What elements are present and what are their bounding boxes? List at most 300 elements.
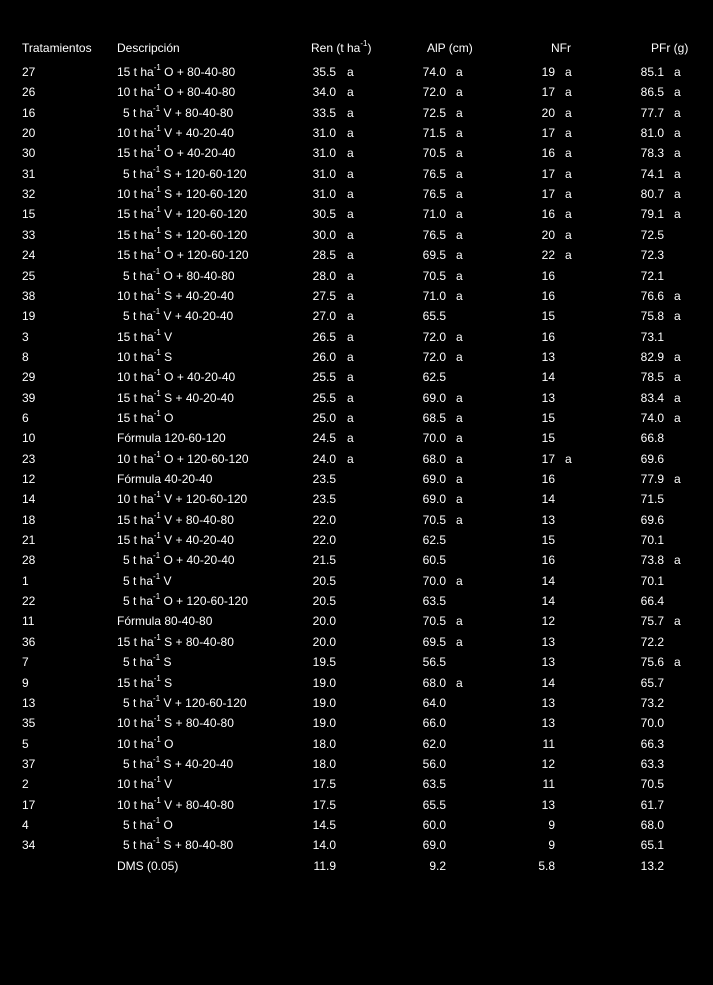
cell-alp: 72.5 — [422, 106, 446, 120]
cell-nfr: 19 — [541, 65, 555, 79]
cell-descripcion: 5 t $ha^{-1}$ V + 80-40-80 — [123, 104, 234, 120]
table-row — [0, 428, 713, 448]
cell-ren-letter: a — [347, 146, 354, 160]
cell-pfr: 68.0 — [640, 818, 664, 832]
cell-alp-letter: a — [456, 228, 463, 242]
cell-alp: 60.0 — [422, 818, 446, 832]
table-row — [0, 693, 713, 713]
cell-ren-letter: a — [347, 452, 354, 466]
cell-pfr-letter: a — [674, 411, 681, 425]
cell-pfr: 70.1 — [640, 574, 664, 588]
cell-alp: 9.2 — [429, 859, 446, 873]
cell-nfr: 15 — [541, 533, 555, 547]
cell-alp: 64.0 — [422, 696, 446, 710]
cell-nfr: 20 — [541, 106, 555, 120]
cell-nfr: 16 — [541, 553, 555, 567]
cell-pfr: 75.6 — [640, 655, 664, 669]
cell-pfr-letter: a — [674, 207, 681, 221]
cell-alp-letter: a — [456, 126, 463, 140]
cell-pfr: 70.5 — [640, 777, 664, 791]
cell-pfr: 78.5 — [640, 370, 664, 384]
cell-tratamiento: 29 — [22, 370, 36, 384]
cell-alp: 76.5 — [422, 228, 446, 242]
cell-alp: 66.0 — [422, 716, 446, 730]
cell-alp-letter: a — [456, 492, 463, 506]
cell-ren: 18.0 — [312, 737, 336, 751]
cell-alp: 69.0 — [422, 838, 446, 852]
cell-nfr: 22 — [541, 248, 555, 262]
cell-descripcion: 10 t $ha^{-1}$ V + 80-40-80 — [117, 796, 234, 812]
cell-descripcion: 10 t $ha^{-1}$ O — [117, 735, 174, 751]
cell-nfr-letter: a — [565, 167, 572, 181]
cell-tratamiento: 26 — [22, 85, 36, 99]
cell-alp: 62.0 — [422, 737, 446, 751]
cell-alp: 56.5 — [422, 655, 446, 669]
cell-nfr-letter: a — [565, 146, 572, 160]
cell-pfr: 72.3 — [640, 248, 664, 262]
cell-pfr: 79.1 — [640, 207, 664, 221]
cell-descripcion: 15 t $ha^{-1}$ V — [117, 328, 173, 344]
header-alp: AlP (cm) — [427, 41, 473, 55]
cell-descripcion: 10 t $ha^{-1}$ V — [117, 775, 173, 791]
cell-ren-letter: a — [347, 207, 354, 221]
cell-pfr: 69.6 — [640, 452, 664, 466]
cell-ren: 20.5 — [312, 574, 336, 588]
cell-alp-letter: a — [456, 574, 463, 588]
cell-nfr: 13 — [541, 716, 555, 730]
cell-ren: 25.5 — [312, 370, 336, 384]
cell-alp: 69.0 — [422, 472, 446, 486]
cell-pfr: 80.7 — [640, 187, 664, 201]
cell-tratamiento: 15 — [22, 207, 36, 221]
cell-ren: 19.0 — [312, 696, 336, 710]
header-nfr: NFr — [551, 41, 571, 55]
cell-descripcion: 5 t $ha^{-1}$ V — [123, 572, 172, 588]
cell-descripcion: 15 t $ha^{-1}$ V + 40-20-40 — [117, 531, 234, 547]
cell-pfr: 76.6 — [640, 289, 664, 303]
table-row — [0, 673, 713, 693]
cell-nfr-letter: a — [565, 187, 572, 201]
cell-ren: 21.5 — [312, 553, 336, 567]
cell-tratamiento: 27 — [22, 65, 36, 79]
cell-ren: 14.5 — [312, 818, 336, 832]
cell-nfr: 16 — [541, 146, 555, 160]
cell-nfr: 11 — [542, 737, 555, 751]
table-row — [0, 510, 713, 530]
cell-pfr: 83.4 — [640, 391, 664, 405]
header-ren: Ren (t $ha^{-1}$) — [311, 39, 372, 55]
cell-pfr: 69.6 — [640, 513, 664, 527]
cell-nfr: 17 — [541, 187, 555, 201]
cell-pfr: 13.2 — [640, 859, 664, 873]
cell-descripcion: 5 t $ha^{-1}$ O + 80-40-80 — [123, 267, 235, 283]
cell-alp: 65.5 — [422, 798, 446, 812]
cell-pfr: 73.2 — [640, 696, 664, 710]
cell-ren: 11.9 — [313, 859, 336, 873]
cell-descripcion: DMS (0.05) — [117, 859, 179, 873]
table-row — [0, 82, 713, 102]
cell-ren-letter: a — [347, 106, 354, 120]
cell-ren-letter: a — [347, 187, 354, 201]
cell-pfr-letter: a — [674, 309, 681, 323]
table-row — [0, 245, 713, 265]
cell-descripcion: 10 t $ha^{-1}$ S + 120-60-120 — [117, 185, 248, 201]
cell-ren: 31.0 — [312, 126, 336, 140]
cell-descripcion: 10 t $ha^{-1}$ V + 120-60-120 — [117, 490, 248, 506]
cell-alp-letter: a — [456, 85, 463, 99]
cell-descripcion: Fórmula 80-40-80 — [117, 614, 213, 628]
cell-descripcion: 10 t $ha^{-1}$ O + 80-40-80 — [117, 83, 236, 99]
cell-ren: 20.5 — [312, 594, 336, 608]
header-descripcion: Descripción — [117, 41, 180, 55]
cell-descripcion: Fórmula 40-20-40 — [117, 472, 213, 486]
cell-ren: 20.0 — [312, 614, 336, 628]
cell-ren: 27.0 — [312, 309, 336, 323]
cell-pfr: 66.8 — [640, 431, 664, 445]
cell-nfr: 16 — [541, 330, 555, 344]
cell-tratamiento: 23 — [22, 452, 36, 466]
cell-alp-letter: a — [456, 248, 463, 262]
table-row — [0, 571, 713, 591]
cell-pfr-letter: a — [674, 106, 681, 120]
cell-nfr-letter: a — [565, 106, 572, 120]
cell-pfr: 75.7 — [640, 614, 664, 628]
cell-alp: 70.0 — [422, 574, 446, 588]
cell-alp-letter: a — [456, 411, 463, 425]
cell-ren: 28.5 — [312, 248, 336, 262]
cell-descripcion: 5 t $ha^{-1}$ O + 40-20-40 — [123, 551, 235, 567]
cell-ren-letter: a — [347, 65, 354, 79]
cell-descripcion: 5 t $ha^{-1}$ V + 120-60-120 — [123, 694, 247, 710]
cell-pfr-letter: a — [674, 370, 681, 384]
cell-ren-letter: a — [347, 330, 354, 344]
table-row — [0, 835, 713, 855]
cell-descripcion: 15 t $ha^{-1}$ S + 120-60-120 — [117, 226, 248, 242]
cell-alp: 68.5 — [422, 411, 446, 425]
cell-tratamiento: 13 — [22, 696, 36, 710]
cell-nfr-letter: a — [565, 228, 572, 242]
cell-ren: 17.5 — [312, 798, 336, 812]
table-row — [0, 306, 713, 326]
cell-nfr: 14 — [541, 370, 555, 384]
cell-ren: 17.5 — [312, 777, 336, 791]
cell-descripcion: 10 t $ha^{-1}$ O + 40-20-40 — [117, 368, 236, 384]
cell-alp: 76.5 — [422, 187, 446, 201]
cell-nfr: 11 — [542, 777, 555, 791]
cell-alp-letter: a — [456, 635, 463, 649]
cell-descripcion: 10 t $ha^{-1}$ S + 40-20-40 — [117, 287, 234, 303]
cell-alp-letter: a — [456, 187, 463, 201]
cell-ren: 31.0 — [312, 167, 336, 181]
table-row — [0, 286, 713, 306]
cell-ren: 22.0 — [312, 533, 336, 547]
cell-descripcion: 10 t $ha^{-1}$ S + 80-40-80 — [117, 714, 234, 730]
cell-tratamiento: 12 — [22, 472, 36, 486]
cell-descripcion: 10 t $ha^{-1}$ S — [117, 348, 173, 364]
cell-alp-letter: a — [456, 207, 463, 221]
cell-descripcion: 5 t $ha^{-1}$ S + 40-20-40 — [123, 755, 234, 771]
cell-nfr: 12 — [541, 757, 555, 771]
table-row — [0, 652, 713, 672]
cell-nfr-letter: a — [565, 85, 572, 99]
table-row — [0, 734, 713, 754]
header-pfr: PFr (g) — [651, 41, 689, 55]
cell-tratamiento: 22 — [22, 594, 36, 608]
cell-alp: 76.5 — [422, 167, 446, 181]
cell-nfr: 13 — [541, 513, 555, 527]
cell-alp: 68.0 — [422, 676, 446, 690]
cell-ren-letter: a — [347, 391, 354, 405]
cell-pfr: 78.3 — [640, 146, 664, 160]
cell-ren: 28.0 — [312, 269, 336, 283]
table-row — [0, 591, 713, 611]
cell-alp: 70.5 — [422, 513, 446, 527]
cell-alp: 68.0 — [422, 452, 446, 466]
cell-descripcion: 15 t $ha^{-1}$ O — [117, 409, 174, 425]
cell-alp-letter: a — [456, 350, 463, 364]
cell-nfr-letter: a — [565, 248, 572, 262]
table-row — [0, 449, 713, 469]
cell-pfr: 74.0 — [640, 411, 664, 425]
cell-pfr: 77.9 — [640, 472, 664, 486]
cell-tratamiento: 24 — [22, 248, 36, 262]
cell-descripcion: 15 t $ha^{-1}$ S + 40-20-40 — [117, 389, 234, 405]
cell-ren-letter: a — [347, 350, 354, 364]
cell-pfr: 81.0 — [640, 126, 664, 140]
cell-ren-letter: a — [347, 370, 354, 384]
cell-alp: 70.5 — [422, 269, 446, 283]
cell-descripcion: 5 t $ha^{-1}$ S + 80-40-80 — [123, 836, 234, 852]
table-row — [0, 611, 713, 631]
cell-pfr: 82.9 — [640, 350, 664, 364]
cell-alp-letter: a — [456, 676, 463, 690]
table-row — [0, 774, 713, 794]
cell-alp: 71.0 — [422, 289, 446, 303]
cell-descripcion: 15 t $ha^{-1}$ O + 80-40-80 — [117, 63, 236, 79]
table-row — [0, 143, 713, 163]
cell-alp-letter: a — [456, 65, 463, 79]
cell-descripcion: 15 t $ha^{-1}$ V + 80-40-80 — [117, 511, 234, 527]
cell-alp: 70.5 — [422, 146, 446, 160]
cell-ren: 25.0 — [312, 411, 336, 425]
cell-pfr: 70.0 — [640, 716, 664, 730]
cell-nfr: 14 — [541, 574, 555, 588]
cell-tratamiento: 8 — [22, 350, 29, 364]
cell-nfr: 17 — [541, 452, 555, 466]
cell-pfr: 63.3 — [640, 757, 664, 771]
cell-tratamiento: 35 — [22, 716, 36, 730]
cell-tratamiento: 16 — [22, 106, 36, 120]
table-row — [0, 327, 713, 347]
cell-ren: 23.5 — [312, 472, 336, 486]
cell-ren: 14.0 — [312, 838, 336, 852]
cell-pfr-letter: a — [674, 126, 681, 140]
cell-descripcion: 5 t $ha^{-1}$ O — [123, 816, 173, 832]
cell-descripcion: 10 t $ha^{-1}$ V + 40-20-40 — [117, 124, 234, 140]
cell-ren-letter: a — [347, 228, 354, 242]
cell-alp-letter: a — [456, 452, 463, 466]
cell-nfr: 9 — [548, 818, 555, 832]
table-row — [0, 795, 713, 815]
table-row — [0, 225, 713, 245]
cell-descripcion: 15 t $ha^{-1}$ V + 120-60-120 — [117, 205, 248, 221]
cell-ren: 30.5 — [312, 207, 336, 221]
cell-tratamiento: 1 — [22, 574, 29, 588]
table-row — [0, 62, 713, 82]
table-row — [0, 103, 713, 123]
cell-pfr: 73.8 — [640, 553, 664, 567]
table-row — [0, 367, 713, 387]
table-row — [0, 815, 713, 835]
cell-nfr: 14 — [541, 492, 555, 506]
cell-descripcion: 5 t $ha^{-1}$ S — [123, 653, 172, 669]
cell-nfr: 17 — [541, 167, 555, 181]
cell-alp: 69.5 — [422, 635, 446, 649]
cell-alp-letter: a — [456, 391, 463, 405]
cell-tratamiento: 14 — [22, 492, 36, 506]
cell-tratamiento: 9 — [22, 676, 29, 690]
cell-pfr-letter: a — [674, 391, 681, 405]
cell-tratamiento: 4 — [22, 818, 29, 832]
cell-tratamiento: 21 — [22, 533, 36, 547]
table-row — [0, 388, 713, 408]
cell-tratamiento: 30 — [22, 146, 36, 160]
cell-ren: 34.0 — [312, 85, 336, 99]
cell-ren: 18.0 — [312, 757, 336, 771]
cell-ren: 19.0 — [312, 716, 336, 730]
cell-pfr: 73.1 — [640, 330, 664, 344]
table-row — [0, 754, 713, 774]
cell-nfr: 15 — [541, 411, 555, 425]
cell-tratamiento: 28 — [22, 553, 36, 567]
cell-tratamiento: 33 — [22, 228, 36, 242]
cell-alp: 72.0 — [422, 350, 446, 364]
cell-nfr-letter: a — [565, 126, 572, 140]
cell-nfr: 13 — [541, 350, 555, 364]
cell-tratamiento: 37 — [22, 757, 36, 771]
table-row — [0, 204, 713, 224]
cell-nfr: 13 — [541, 696, 555, 710]
cell-nfr: 14 — [541, 594, 555, 608]
cell-nfr: 17 — [541, 126, 555, 140]
cell-descripcion: 5 t $ha^{-1}$ O + 120-60-120 — [123, 592, 248, 608]
cell-ren: 35.5 — [312, 65, 336, 79]
cell-pfr-letter: a — [674, 655, 681, 669]
cell-ren: 26.0 — [312, 350, 336, 364]
cell-tratamiento: 7 — [22, 655, 29, 669]
cell-nfr: 9 — [548, 838, 555, 852]
cell-pfr: 86.5 — [640, 85, 664, 99]
cell-pfr: 72.5 — [640, 228, 664, 242]
cell-nfr: 17 — [541, 85, 555, 99]
table-row — [0, 489, 713, 509]
cell-nfr: 16 — [541, 269, 555, 283]
cell-ren-letter: a — [347, 248, 354, 262]
table-row — [0, 123, 713, 143]
cell-descripcion: 5 t $ha^{-1}$ S + 120-60-120 — [123, 165, 247, 181]
cell-nfr: 12 — [541, 614, 555, 628]
cell-tratamiento: 17 — [22, 798, 36, 812]
cell-nfr: 16 — [541, 207, 555, 221]
cell-alp-letter: a — [456, 330, 463, 344]
cell-alp-letter: a — [456, 289, 463, 303]
cell-nfr: 13 — [541, 655, 555, 669]
cell-tratamiento: 18 — [22, 513, 36, 527]
cell-tratamiento: 11 — [22, 614, 35, 628]
cell-pfr: 74.1 — [640, 167, 664, 181]
cell-alp-letter: a — [456, 513, 463, 527]
cell-tratamiento: 38 — [22, 289, 36, 303]
cell-ren: 20.0 — [312, 635, 336, 649]
cell-tratamiento: 39 — [22, 391, 36, 405]
cell-alp-letter: a — [456, 431, 463, 445]
cell-alp: 72.0 — [422, 85, 446, 99]
cell-ren: 27.5 — [312, 289, 336, 303]
cell-alp: 70.0 — [422, 431, 446, 445]
cell-ren-letter: a — [347, 431, 354, 445]
table-row — [0, 469, 713, 489]
cell-alp: 70.5 — [422, 614, 446, 628]
table-row — [0, 632, 713, 652]
cell-ren: 25.5 — [312, 391, 336, 405]
table-row — [0, 550, 713, 570]
cell-ren-letter: a — [347, 85, 354, 99]
cell-tratamiento: 31 — [22, 167, 36, 181]
cell-nfr: 20 — [541, 228, 555, 242]
cell-alp: 74.0 — [422, 65, 446, 79]
header-row — [0, 38, 713, 58]
cell-ren: 23.5 — [312, 492, 336, 506]
table-row — [0, 713, 713, 733]
table-row — [0, 530, 713, 550]
cell-nfr: 14 — [541, 676, 555, 690]
cell-tratamiento: 6 — [22, 411, 29, 425]
cell-alp: 62.5 — [422, 533, 446, 547]
cell-descripcion: 5 t $ha^{-1}$ V + 40-20-40 — [123, 307, 234, 323]
cell-alp-letter: a — [456, 106, 463, 120]
cell-alp-letter: a — [456, 472, 463, 486]
cell-nfr: 13 — [541, 798, 555, 812]
cell-descripcion: Fórmula 120-60-120 — [117, 431, 226, 445]
cell-ren: 26.5 — [312, 330, 336, 344]
cell-nfr: 5.8 — [538, 859, 555, 873]
cell-tratamiento: 20 — [22, 126, 36, 140]
table-row — [0, 164, 713, 184]
cell-pfr: 65.7 — [640, 676, 664, 690]
cell-ren-letter: a — [347, 167, 354, 181]
table-row — [0, 184, 713, 204]
cell-tratamiento: 2 — [22, 777, 29, 791]
cell-ren-letter: a — [347, 269, 354, 283]
cell-pfr: 61.7 — [640, 798, 664, 812]
cell-pfr-letter: a — [674, 289, 681, 303]
cell-ren-letter: a — [347, 289, 354, 303]
cell-pfr-letter: a — [674, 167, 681, 181]
cell-tratamiento: 25 — [22, 269, 36, 283]
table-row — [0, 266, 713, 286]
cell-pfr-letter: a — [674, 85, 681, 99]
cell-nfr-letter: a — [565, 452, 572, 466]
dms-row — [0, 856, 713, 876]
cell-alp: 63.5 — [422, 777, 446, 791]
cell-alp: 71.0 — [422, 207, 446, 221]
cell-alp-letter: a — [456, 269, 463, 283]
cell-ren: 31.0 — [312, 146, 336, 160]
cell-ren-letter: a — [347, 309, 354, 323]
cell-descripcion: 15 t $ha^{-1}$ S + 80-40-80 — [117, 633, 234, 649]
cell-nfr: 13 — [541, 391, 555, 405]
cell-alp: 62.5 — [422, 370, 446, 384]
